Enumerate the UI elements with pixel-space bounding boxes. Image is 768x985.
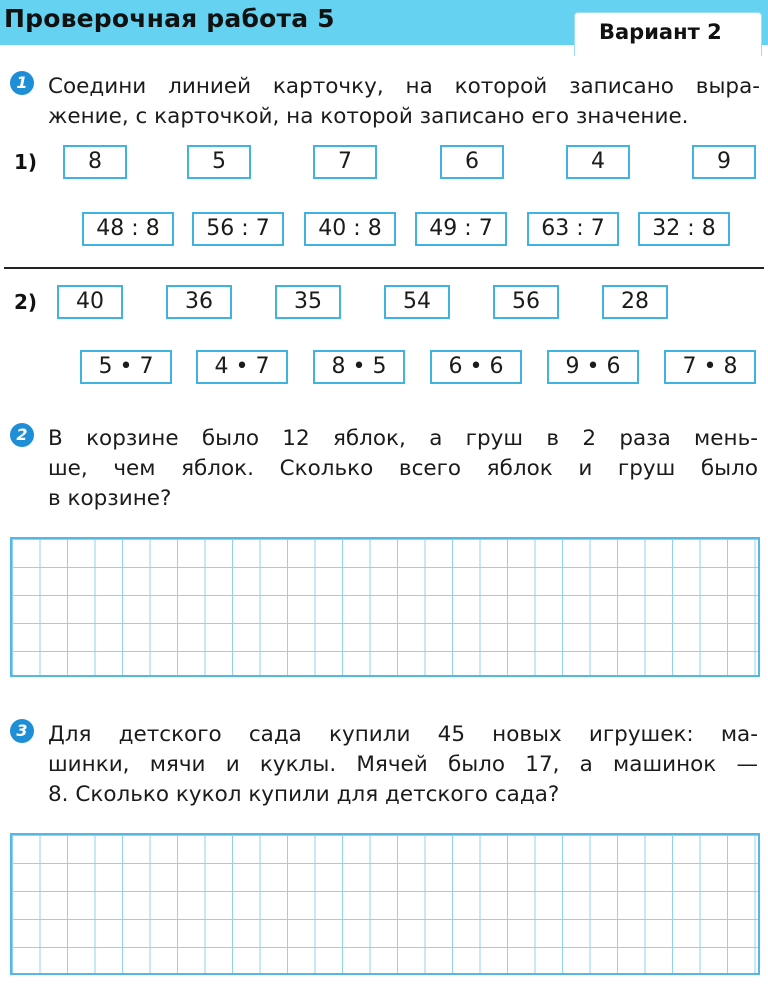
part-2-label: 2) — [14, 290, 38, 314]
expression-card[interactable]: 7 • 8 — [664, 350, 756, 384]
page-title: Проверочная работа 5 — [4, 4, 335, 33]
value-card[interactable]: 5 — [187, 145, 251, 179]
expression-card[interactable]: 48 : 8 — [82, 212, 174, 246]
answer-grid-task-2[interactable] — [10, 537, 760, 677]
expression-card[interactable]: 49 : 7 — [415, 212, 507, 246]
value-card[interactable]: 4 — [566, 145, 630, 179]
value-card[interactable]: 35 — [275, 285, 341, 319]
task-3-number-badge: 3 — [10, 719, 34, 743]
value-card[interactable]: 28 — [602, 285, 668, 319]
task-3-line-2: шинки, мячи и куклы. Мячей было 17, а машинок — — [48, 752, 758, 777]
expression-card[interactable]: 6 • 6 — [430, 350, 522, 384]
value-card[interactable]: 36 — [166, 285, 232, 319]
expression-card[interactable]: 8 • 5 — [313, 350, 405, 384]
expression-card[interactable]: 32 : 8 — [638, 212, 730, 246]
part-1-label: 1) — [14, 150, 38, 174]
task-2-line-2: ше, чем яблок. Сколько всего яблок и груш было — [48, 456, 758, 481]
task-1-number-badge: 1 — [10, 71, 34, 95]
value-card[interactable]: 56 — [493, 285, 559, 319]
task-1-text — [48, 72, 760, 132]
expression-card[interactable]: 9 • 6 — [547, 350, 639, 384]
task-1-line-1: Соедини линией карточку, на которой записано выра- — [48, 74, 760, 99]
task-3-text — [48, 720, 758, 810]
task-3-line-1: Для детского сада купили 45 новых игрушек: ма- — [48, 722, 758, 747]
task-2-number-badge: 2 — [10, 423, 34, 447]
variant-label: Вариант 2 — [599, 20, 722, 44]
value-card[interactable]: 8 — [63, 145, 127, 179]
task-2-line-1: В корзине было 12 яблок, а груш в 2 раза мень- — [48, 426, 758, 451]
task-1-line-2: жение, с карточкой, на которой записано его значение. — [48, 104, 689, 129]
expression-card[interactable]: 5 • 7 — [80, 350, 172, 384]
value-card[interactable]: 54 — [384, 285, 450, 319]
section-divider — [4, 267, 764, 269]
expression-card[interactable]: 63 : 7 — [527, 212, 619, 246]
value-card[interactable]: 9 — [692, 145, 756, 179]
value-card[interactable]: 6 — [440, 145, 504, 179]
expression-card[interactable]: 56 : 7 — [192, 212, 284, 246]
value-card[interactable]: 40 — [57, 285, 123, 319]
task-2-line-3: в корзине? — [48, 486, 172, 511]
expression-card[interactable]: 40 : 8 — [304, 212, 396, 246]
expression-card[interactable]: 4 • 7 — [196, 350, 288, 384]
answer-grid-task-3[interactable] — [10, 833, 760, 975]
task-3-line-3: 8. Сколько кукол купили для детского сада? — [48, 782, 560, 807]
task-2-text — [48, 424, 758, 514]
variant-tab — [574, 12, 762, 56]
value-card[interactable]: 7 — [313, 145, 377, 179]
